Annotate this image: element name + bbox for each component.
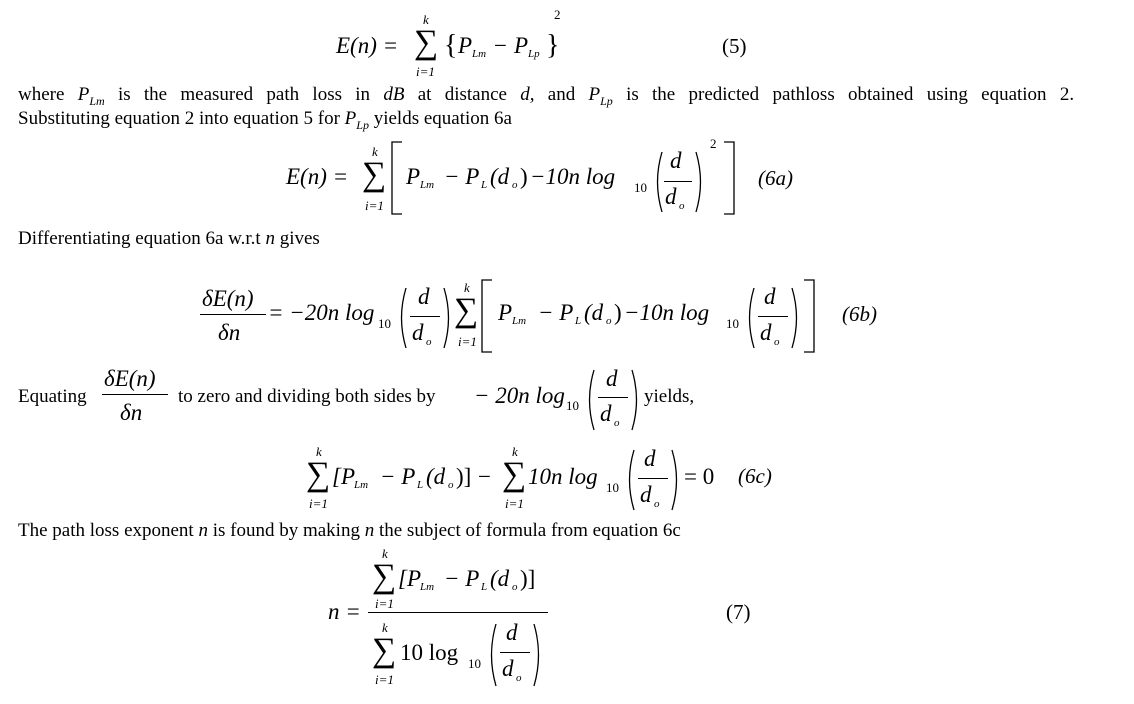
- eq6b-term2: − P: [538, 300, 574, 325]
- eq6a-term2: − P: [444, 164, 480, 189]
- eq6a-coef: −10n log: [530, 164, 616, 189]
- eq7-paren-right-icon: [532, 622, 544, 688]
- subst-text: Substituting equation 2 into equation 5 for: [18, 108, 340, 129]
- eq6b-term1-sub: Lm: [512, 315, 527, 327]
- equating-paren-right-icon: [630, 368, 642, 432]
- eq6c-sigma-icon: ∑: [306, 456, 331, 493]
- equation-6c: [300, 440, 800, 518]
- eq7-inner-frac-bar: [500, 652, 530, 653]
- eq6a-sum-upper: k: [372, 144, 378, 159]
- eq6c-arg-sub: o: [448, 479, 454, 491]
- eq6c-paren-left-icon: [624, 448, 636, 512]
- path-loss-line: [18, 520, 1074, 542]
- diff-text: Differentiating equation 6a w.r.t: [18, 228, 261, 249]
- where-text-2: is the measured path loss in: [117, 84, 371, 105]
- eq6b-arg-close: ): [614, 300, 622, 325]
- eq6b-log-base: 10: [378, 316, 391, 331]
- eq7-num-arg: (d: [490, 566, 510, 591]
- eq6b-frac2-den: d: [760, 320, 772, 345]
- eq6c-sum-upper: k: [316, 444, 322, 459]
- eq6c-number: (6c): [738, 464, 772, 488]
- eq6c-term1-sub: Lm: [354, 479, 369, 491]
- pathloss-text: The path loss exponent: [18, 520, 194, 541]
- eq6b-frac-bar: [410, 316, 440, 317]
- eq6b-paren-left-icon: [396, 286, 408, 350]
- eq6c-minus: −: [478, 464, 491, 489]
- eq6a-paren-left-icon: [652, 150, 664, 214]
- eq6b-bracket-left-icon: [480, 278, 494, 354]
- eq5-term1-sub: Lm: [472, 48, 487, 60]
- eq5-term2-sub: Lp: [528, 48, 540, 60]
- eq6c-arg: (d: [426, 464, 446, 489]
- equating-d-num: d: [606, 366, 618, 391]
- eq6b-lhs-frac-bar: [200, 314, 266, 315]
- eq6c-frac-den: d: [640, 482, 652, 507]
- where-text-4: and: [547, 84, 576, 105]
- eq5-sigma-icon: ∑: [414, 24, 439, 61]
- eq7-num-sum-lower: i=1: [375, 596, 394, 611]
- eq6b-sum-upper: k: [464, 280, 470, 295]
- eq6b-number: (6b): [842, 302, 877, 326]
- eq6b-frac2-num: d: [764, 284, 776, 309]
- eq7-num-sum-upper: k: [382, 546, 388, 561]
- eq7-num-term1: [P: [398, 566, 421, 591]
- eq6b-sigma-icon: ∑: [454, 292, 479, 329]
- eq6b-lhs-den: δn: [218, 320, 241, 345]
- eq6c-log-base: 10: [606, 480, 619, 495]
- eq7-num-arg-sub: o: [512, 581, 518, 593]
- eq5-brace-close: }: [546, 30, 560, 61]
- eq5-exponent: 2: [554, 7, 561, 22]
- equating-frac-den: δn: [120, 400, 143, 425]
- eq7-main-frac-bar: [368, 612, 548, 613]
- eq6b-frac-den: d: [412, 320, 424, 345]
- eq6a-arg-sub: o: [512, 179, 518, 191]
- equation-5: [330, 6, 770, 86]
- eq6b-arg-sub: o: [606, 315, 612, 327]
- equating-d-den-sub: o: [614, 417, 620, 429]
- equating-d-bar: [598, 397, 628, 398]
- eq6b-frac-num: d: [418, 284, 430, 309]
- eq5-term1: P: [458, 33, 473, 58]
- eq5-minus: −: [494, 33, 507, 58]
- equation-6a: [282, 130, 762, 222]
- eq6a-bracket-right-icon: [722, 140, 736, 216]
- eq6a-term1-sub: Lm: [420, 179, 435, 191]
- eq6c-sigma-2-icon: ∑: [502, 456, 527, 493]
- eq6b-bracket-right-icon: [802, 278, 816, 354]
- equation-7: [328, 544, 588, 694]
- eq6a-exponent: 2: [710, 136, 717, 151]
- equating-text-2: to zero and dividing both sides by: [178, 386, 436, 407]
- eq6b-paren-right-2-icon: [790, 286, 802, 350]
- eq6a-sigma-icon: ∑: [362, 156, 387, 193]
- eq5-term2: P: [514, 33, 529, 58]
- where-text-3: at distance: [417, 84, 507, 105]
- eq6c-coef: 10n log: [528, 464, 598, 489]
- eq6a-sum-lower: i=1: [365, 198, 384, 213]
- eq6b-term1: P: [498, 300, 513, 325]
- eq6b-arg: (d: [584, 300, 604, 325]
- eq6a-frac-den: d: [665, 184, 677, 209]
- eq6b-paren-left-2-icon: [744, 286, 756, 350]
- eq5-brace-open: {: [444, 30, 458, 61]
- eq7-den-sigma-icon: ∑: [372, 632, 397, 669]
- subst-PLp: $P_{Lp}$: [344, 108, 369, 132]
- eq6b-frac-den-sub: o: [426, 336, 432, 348]
- where-dB: dB: [383, 84, 405, 105]
- eq6c-arg-close: )]: [456, 464, 472, 489]
- eq6b-log-base-2: 10: [726, 316, 739, 331]
- eq7-den-coef: 10 log: [400, 640, 459, 665]
- eq7-den-sum-upper: k: [382, 620, 388, 635]
- eq5-number: (5): [722, 34, 747, 58]
- eq7-num-sigma-icon: ∑: [372, 558, 397, 595]
- eq6c-frac-den-sub: o: [654, 498, 660, 510]
- eq6a-paren-right-icon: [694, 150, 706, 214]
- eq6b-sum-lower: i=1: [458, 334, 477, 349]
- eq7-num-arg-close: )]: [520, 566, 536, 591]
- eq6c-sum2-lower: i=1: [505, 496, 524, 511]
- eq7-num-term1-sub: Lm: [420, 581, 435, 593]
- differentiating-line: [18, 228, 1074, 250]
- diff-text-2: gives: [279, 228, 320, 249]
- where-text: where: [18, 84, 65, 105]
- pathloss-n1: n: [198, 520, 208, 541]
- equating-frac-num: δE(n): [104, 366, 156, 391]
- eq6a-frac-num: d: [670, 148, 682, 173]
- eq6b-lhs-num: δE(n): [202, 286, 254, 311]
- eq6c-sum-lower: i=1: [309, 496, 328, 511]
- eq7-num-term2-sub: L: [481, 581, 488, 593]
- eq6b-frac2-den-sub: o: [774, 336, 780, 348]
- where-text-5: is the predicted pathloss obtained using equation 2.: [626, 84, 1075, 105]
- pathloss-text-2: is found by making: [212, 520, 360, 541]
- where-PLm: $P_{Lm}$: [77, 84, 105, 108]
- equation-6b: [198, 272, 828, 362]
- where-paragraph-line: [18, 84, 1074, 109]
- diff-n: n: [265, 228, 275, 249]
- eq6c-term1: [P: [332, 464, 355, 489]
- eq7-den-log-base: 10: [468, 656, 481, 671]
- eq6c-sum2-upper: k: [512, 444, 518, 459]
- eq6b-frac2-bar: [758, 316, 788, 317]
- equating-line: [18, 366, 778, 436]
- eq7-frac-den: d: [502, 656, 514, 681]
- eq5-lhs: E(n) =: [336, 33, 399, 58]
- equating-paren-left-icon: [584, 368, 596, 432]
- eq6c-term2: − P: [380, 464, 416, 489]
- eq6b-paren-right-icon: [442, 286, 454, 350]
- equating-frac-bar: [102, 394, 168, 395]
- eq6b-term2-sub: L: [575, 315, 582, 327]
- equating-word: Equating: [18, 386, 87, 407]
- pathloss-text-3: the subject of formula from equation 6c: [378, 520, 681, 541]
- eq6c-paren-right-icon: [670, 448, 682, 512]
- eq6a-log-base: 10: [634, 180, 647, 195]
- equating-log-base: 10: [566, 398, 579, 413]
- eq6a-lhs: E(n) =: [286, 164, 349, 189]
- eq6a-arg-close: ): [520, 164, 528, 189]
- pathloss-n2: n: [364, 520, 375, 541]
- eq6c-frac-num: d: [644, 446, 656, 471]
- subst-text-2: yields equation 6a: [373, 108, 512, 129]
- eq7-lhs: n =: [328, 599, 361, 624]
- eq6c-rhs: = 0: [684, 464, 715, 489]
- eq6c-frac-bar: [638, 478, 668, 479]
- equating-text-3: yields,: [644, 386, 695, 407]
- eq7-number: (7): [726, 600, 751, 624]
- equating-d-den: d: [600, 401, 612, 426]
- eq6b-coef: −10n log: [624, 300, 710, 325]
- eq5-sum-upper: k: [423, 12, 429, 27]
- eq6b-equals: = −20n log: [268, 300, 375, 325]
- where-d: d,: [520, 84, 535, 105]
- eq7-paren-left-icon: [486, 622, 498, 688]
- eq6c-term2-sub: L: [417, 479, 424, 491]
- eq7-frac-num: d: [506, 620, 518, 645]
- eq6a-term2-sub: L: [481, 179, 488, 191]
- equating-coef: − 20n log: [474, 383, 565, 408]
- where-PLp: $P_{Lp}$: [588, 84, 613, 108]
- eq5-sum-lower: i=1: [416, 64, 435, 79]
- eq6a-term1: P: [406, 164, 421, 189]
- eq7-num-term2: − P: [444, 566, 480, 591]
- eq7-den-sum-lower: i=1: [375, 672, 394, 687]
- eq6a-arg: (d: [490, 164, 510, 189]
- eq6a-number: (6a): [758, 166, 793, 190]
- eq6a-bracket-left-icon: [390, 140, 404, 216]
- eq6a-frac-den-sub: o: [679, 200, 685, 212]
- eq6a-frac-bar: [664, 181, 692, 182]
- eq7-frac-den-sub: o: [516, 672, 522, 684]
